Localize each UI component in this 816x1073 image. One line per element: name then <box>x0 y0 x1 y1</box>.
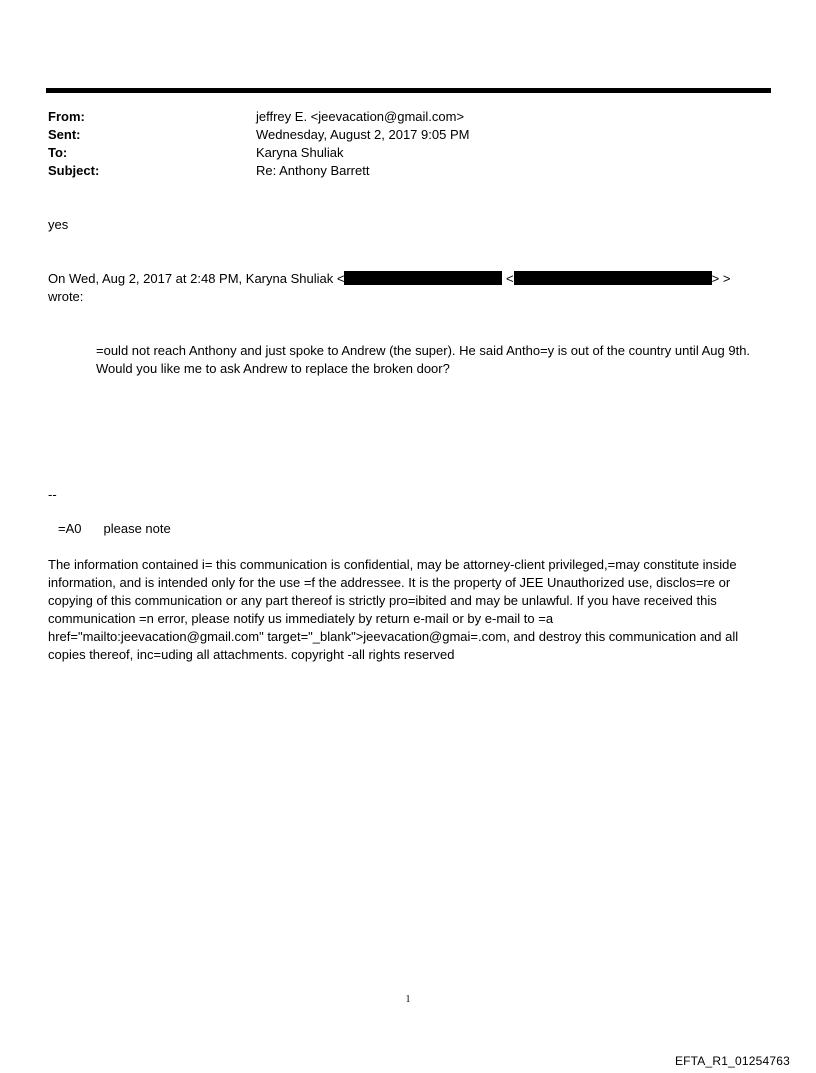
quoted-intro-wrote: wrote: <box>48 289 84 304</box>
email-header <box>48 108 768 180</box>
from-label: From: <box>48 109 85 124</box>
quoted-intro <box>48 270 768 306</box>
subject-label: Subject: <box>48 163 100 178</box>
to-label: To: <box>48 145 68 160</box>
sent-value: Wednesday, August 2, 2017 9:05 PM <box>256 127 470 142</box>
signature-separator: -- <box>48 487 57 502</box>
redaction-box <box>344 271 502 285</box>
quoted-intro-suffix: > > <box>711 271 731 286</box>
redaction-box <box>514 271 712 285</box>
sent-label: Sent: <box>48 127 81 142</box>
signature-note <box>58 520 171 538</box>
from-row <box>48 108 768 126</box>
quoted-line: Would you like me to ask Andrew to replace the broken door? <box>96 361 450 376</box>
document-id: EFTA_R1_01254763 <box>674 1054 790 1068</box>
to-value: Karyna Shuliak <box>256 145 344 160</box>
sent-row <box>48 126 768 144</box>
to-row <box>48 144 768 162</box>
quoted-line: =ould not reach Anthony and just spoke to Andrew (the super). He said Antho=y is out of the country until Aug 9th. <box>96 343 751 358</box>
quoted-message <box>48 342 768 378</box>
signature-note-text: please note <box>103 521 171 536</box>
confidentiality-disclaimer: The information contained i= this communication is confidential, may be attorney-client privileged,=may constitute inside information, and is intended only for the use =f the addressee. It is the property of JEE Unauthorized use, disclos=re or copying of this communication or any part thereof is strictly pro=ibited and may be unlawful. If you have received this communication =n error, please notify us immediately by return e-mail or by e-mail to =a href="mailto:jeevacation@gmail.com" target="_blank">jeevacation@gmai=.com, and destroy this communication and all copies thereof, inc=uding all attachments. copyright -all rights reserved <box>48 557 739 662</box>
quoted-intro-prefix: On Wed, Aug 2, 2017 at 2:48 PM, Karyna Shuliak < <box>48 271 345 286</box>
reply-text: yes <box>48 217 69 232</box>
from-value: jeffrey E. <jeevacation@gmail.com> <box>256 109 465 124</box>
subject-value: Re: Anthony Barrett <box>256 163 370 178</box>
page-number: 1 <box>405 994 411 1005</box>
quoted-intro-middle: < <box>502 271 514 286</box>
subject-row <box>48 162 768 180</box>
header-rule <box>46 88 771 93</box>
signature-code: =A0 <box>58 521 82 536</box>
